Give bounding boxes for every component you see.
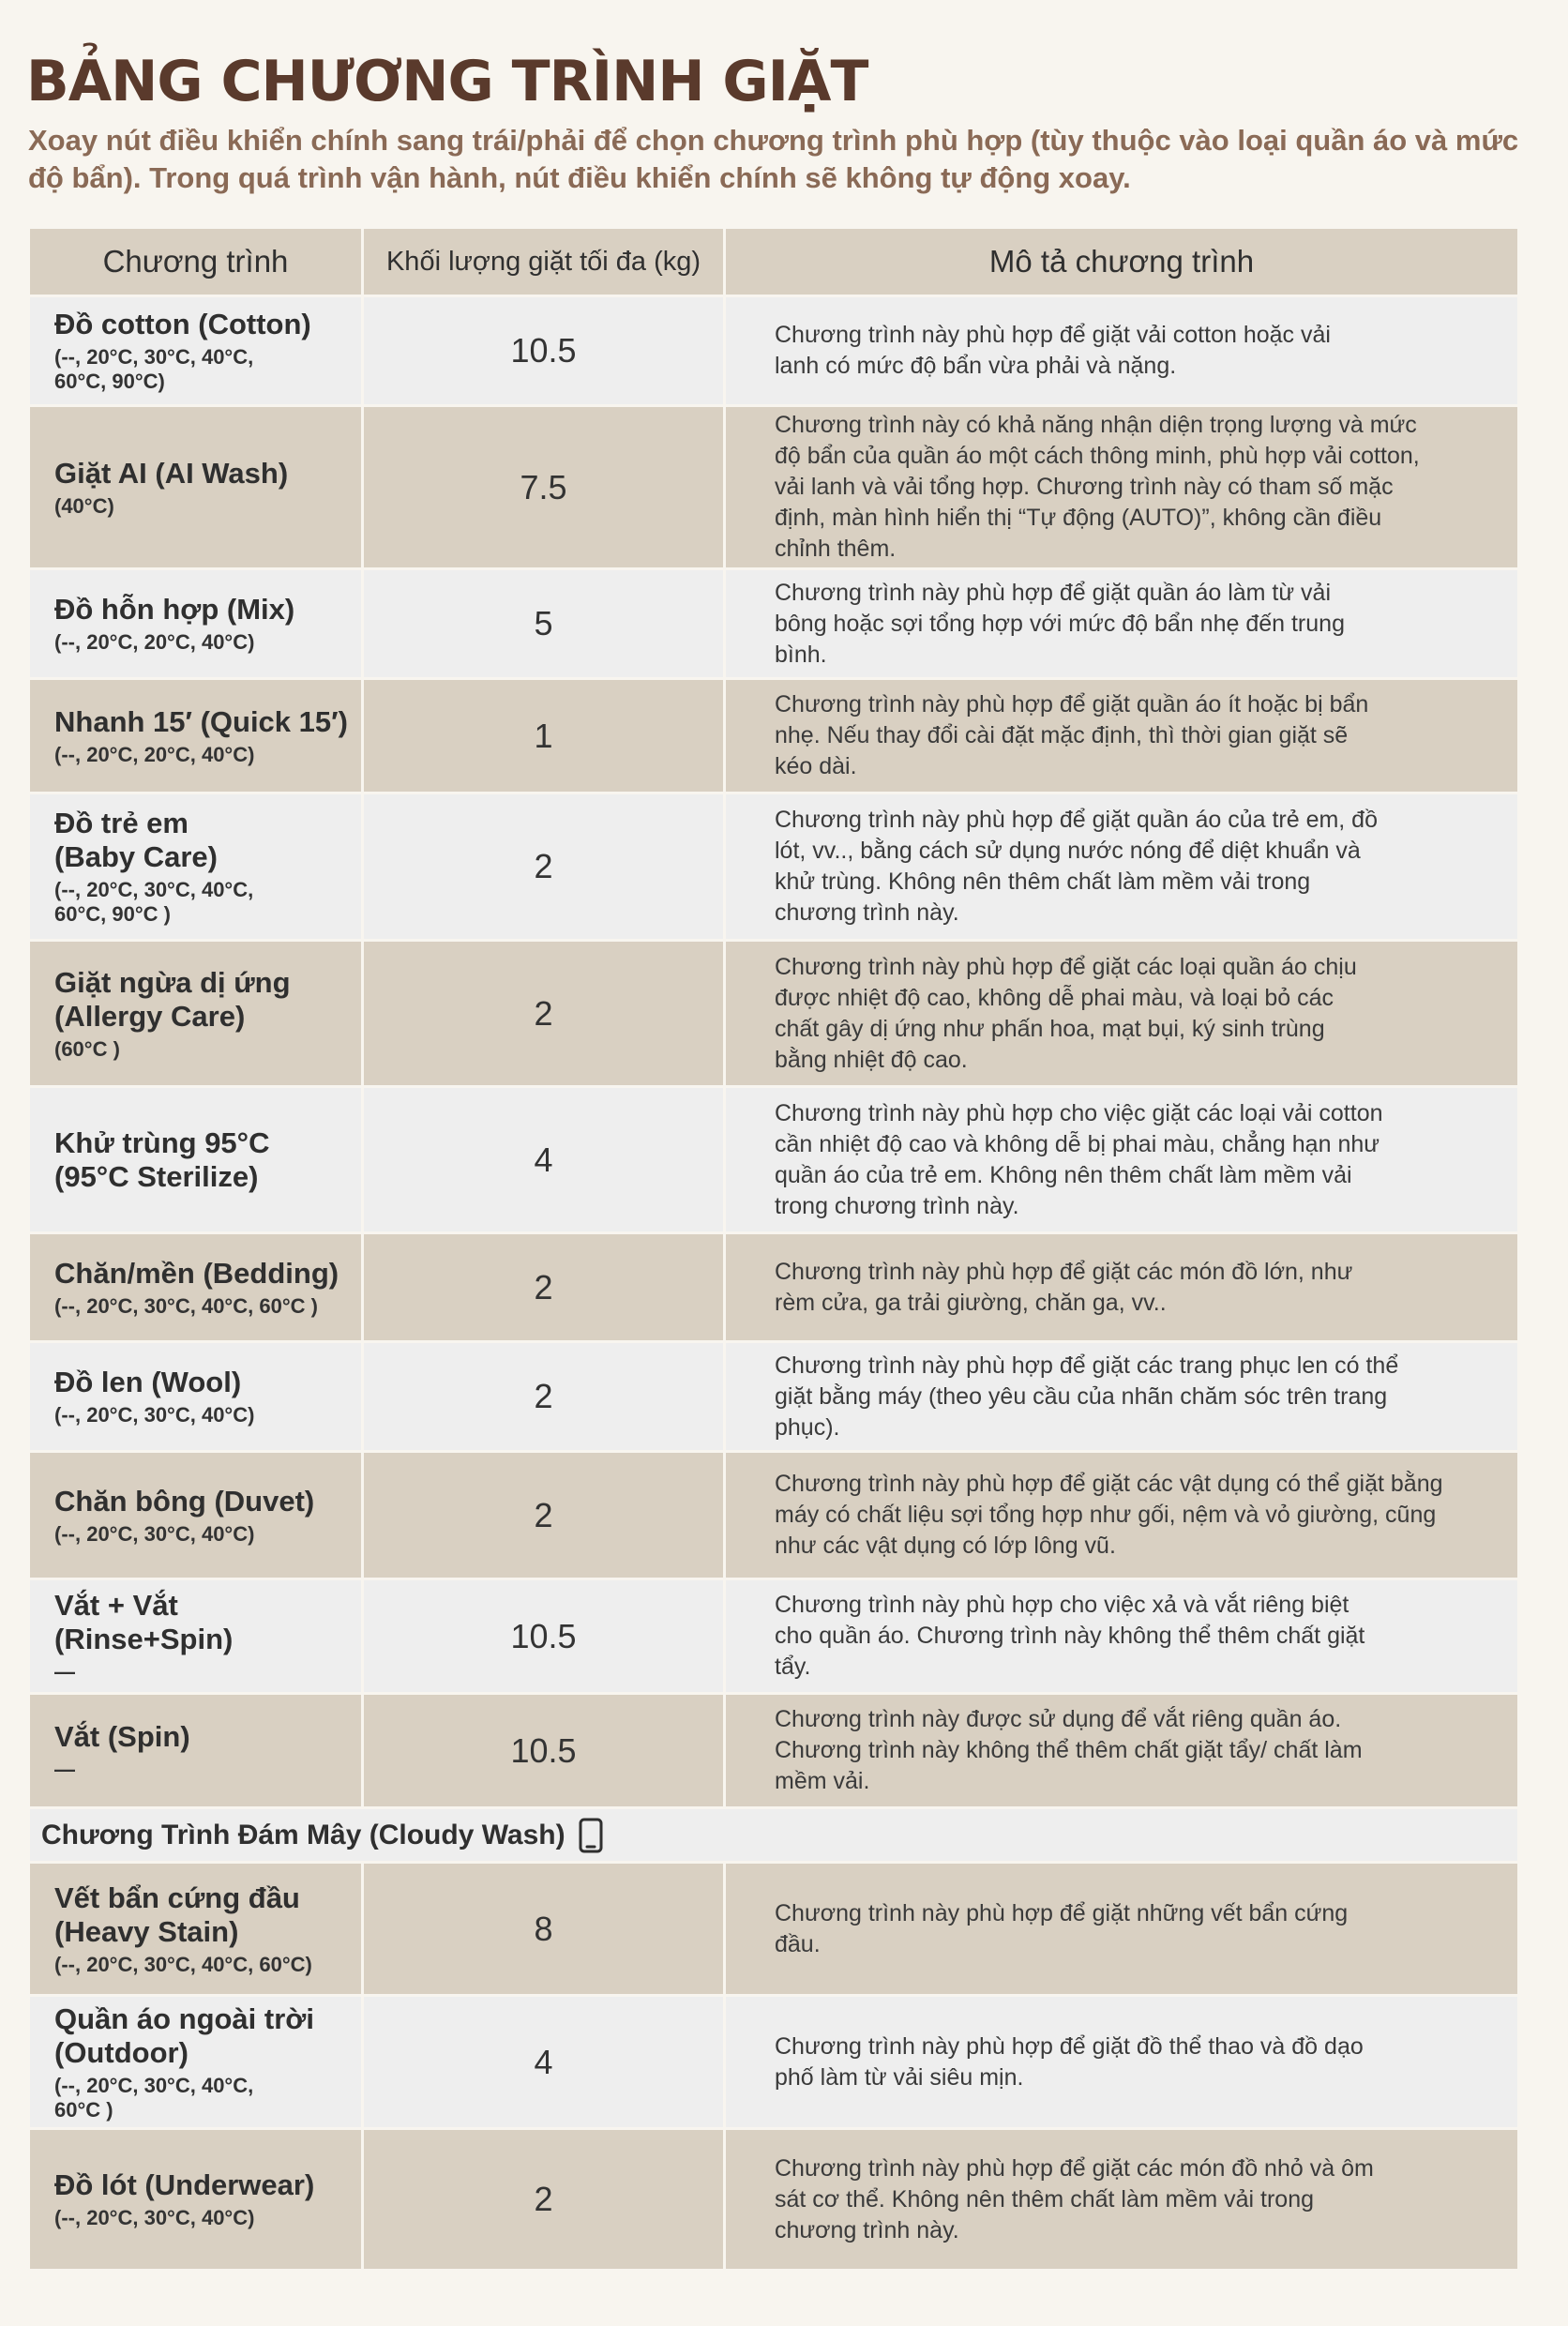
table-row	[30, 2130, 1517, 2272]
table-row	[30, 1234, 1517, 1343]
table-row	[30, 1453, 1517, 1580]
program-name: Đồ len (Wool)	[54, 1366, 242, 1398]
header-max-load: Khối lượng giặt tối đa (kg)	[385, 246, 701, 277]
table-row	[30, 794, 1517, 942]
table-header-row	[30, 229, 1517, 297]
table-row	[30, 1695, 1517, 1809]
program-temps: (--, 20°C, 20°C, 40°C)	[54, 630, 255, 654]
program-load: 1	[534, 716, 553, 755]
cloud-wash-section-header	[30, 1809, 1517, 1864]
program-description: Chương trình này phù hợp để giặt các món đồ nhỏ và ôm sát cơ thể. Không nên thêm chất làm mềm vải trong chương trình này.	[775, 2154, 1374, 2243]
program-temps: (60°C )	[54, 1036, 120, 1061]
program-temps: (--, 20°C, 30°C, 40°C, 60°C, 90°C )	[54, 878, 254, 926]
program-load: 2	[534, 993, 553, 1033]
program-load: 2	[534, 1495, 553, 1534]
program-description: Chương trình này phù hợp để giặt các loại quần áo chịu được nhiệt độ cao, không dễ phai màu, và loại bỏ các chất gây dị ứng như phấn hoa, mạt bụi, ký sinh trùng bằng nhiệt độ cao.	[775, 953, 1357, 1073]
program-load: 2	[534, 847, 553, 885]
table-row	[30, 407, 1517, 570]
program-name: Khử trùng 95°C (95°C Sterilize)	[54, 1125, 270, 1193]
program-temps: (--, 20°C, 30°C, 40°C, 60°C )	[54, 2073, 254, 2122]
table-row	[30, 1997, 1517, 2130]
program-description: Chương trình này phù hợp cho việc giặt các loại vải cotton cần nhiệt độ cao và không dễ bị phai màu, chẳng hạn như quần áo của trẻ em. Không nên thêm chất làm mềm vải trong chương trình này.	[775, 1099, 1383, 1219]
table-row	[30, 680, 1517, 794]
program-load: 2	[534, 1377, 553, 1415]
program-temps: (--, 20°C, 20°C, 40°C)	[54, 742, 255, 766]
program-name: Đồ hỗn hợp (Mix)	[54, 593, 295, 626]
program-description: Chương trình này có khả năng nhận diện trọng lượng và mức độ bẩn của quần áo một cách thông minh, phù hợp vải cotton, vải lanh và vải tổng hợp. Chương trình này có tham số mặc định, màn hình hiển thị “Tự động (AUTO)”, không cần điều chỉnh thêm.	[775, 412, 1420, 562]
program-name: Đồ lót (Underwear)	[54, 2168, 315, 2201]
program-description: Chương trình này được sử dụng để vắt riêng quần áo. Chương trình này không thể thêm chất giặt tẩy/ chất làm mềm vải.	[775, 1706, 1363, 1794]
table-row	[30, 297, 1517, 407]
program-temps: (--, 20°C, 30°C, 40°C, 60°C)	[54, 1952, 312, 1976]
table-row	[30, 1088, 1517, 1234]
program-description: Chương trình này phù hợp cho việc xả và vắt riêng biệt cho quần áo. Chương trình này không thể thêm chất giặt tẩy.	[775, 1592, 1365, 1680]
program-name: Vắt (Spin)	[54, 1719, 190, 1753]
table-row	[30, 1343, 1517, 1453]
page-subtitle: Xoay nút điều khiển chính sang trái/phải để chọn chương trình phù hợp (tùy thuộc vào loại quần áo và mức độ bẩn). Trong quá trình vận hành, nút điều khiển chính sẽ không tự động xoay.	[28, 124, 1519, 194]
program-description: Chương trình này phù hợp để giặt các trang phục len có thể giặt bằng máy (theo yêu cầu của nhãn chăm sóc trên trang phục).	[775, 1352, 1399, 1441]
program-name: Giặt AI (AI Wash)	[54, 456, 289, 490]
program-description: Chương trình này phù hợp để giặt những vết bẩn cứng đầu.	[775, 1899, 1349, 1957]
program-name: Đồ cotton (Cotton)	[54, 308, 311, 340]
program-description: Chương trình này phù hợp để giặt quần áo ít hoặc bị bẩn nhẹ. Nếu thay đổi cài đặt mặc định, thì thời gian giặt sẽ kéo dài.	[775, 691, 1369, 779]
header-description: Mô tả chương trình	[988, 244, 1255, 279]
program-load: 2	[534, 1267, 553, 1306]
program-temps: (--, 20°C, 30°C, 40°C)	[54, 1521, 255, 1546]
program-name: Đồ trẻ em (Baby Care)	[54, 807, 218, 873]
program-table	[30, 229, 1517, 2272]
program-load: 10.5	[510, 1730, 577, 1770]
program-temps: (--, 20°C, 30°C, 40°C)	[54, 2206, 255, 2229]
program-description: Chương trình này phù hợp để giặt đồ thể thao và đồ dạo phố làm từ vải siêu mịn.	[775, 2032, 1364, 2091]
table-row	[30, 570, 1517, 680]
page-title: BẢNG CHƯƠNG TRÌNH GIẶT	[26, 49, 868, 114]
program-load: 7.5	[520, 467, 567, 506]
program-name: Chăn bông (Duvet)	[54, 1484, 315, 1518]
table-row	[30, 942, 1517, 1088]
program-temps: —	[54, 1659, 75, 1684]
program-temps: (--, 20°C, 30°C, 40°C, 60°C, 90°C)	[54, 345, 254, 393]
program-load: 10.5	[510, 331, 577, 370]
program-name: Nhanh 15′ (Quick 15′)	[54, 704, 348, 738]
program-load: 10.5	[510, 1616, 577, 1655]
program-description: Chương trình này phù hợp để giặt quần áo của trẻ em, đồ lót, vv.., bằng cách sử dụng nước nóng để diệt khuẩn và khử trùng. Không nên thêm chất làm mềm vải trong chương trình này.	[775, 807, 1378, 926]
program-temps: (--, 20°C, 30°C, 40°C)	[54, 1403, 255, 1427]
table-row	[30, 1864, 1517, 1997]
program-name: Vết bẩn cứng đầu (Heavy Stain)	[54, 1880, 300, 1948]
program-name: Giặt ngừa dị ứng (Allergy Care)	[54, 965, 291, 1033]
smartphone-icon	[579, 1818, 603, 1853]
program-description: Chương trình này phù hợp để giặt vải cotton hoặc vải lanh có mức độ bẩn vừa phải và nặng.	[775, 322, 1331, 379]
program-temps: (40°C)	[54, 493, 114, 518]
program-load: 4	[534, 2042, 553, 2081]
table-row	[30, 1580, 1517, 1695]
program-load: 2	[534, 2180, 553, 2218]
program-name: Chăn/mền (Bedding)	[54, 1256, 339, 1290]
program-load: 8	[534, 1909, 553, 1948]
program-name: Vắt + Vắt (Rinse+Spin)	[54, 1588, 234, 1655]
program-load: 4	[534, 1140, 553, 1179]
program-description: Chương trình này phù hợp để giặt các vật dụng có thể giặt bằng máy có chất liệu sợi tổng hợp như gối, nệm và vỏ giường, cũng như các vật dụng có lớp lông vũ.	[775, 1471, 1443, 1559]
program-temps: —	[54, 1757, 75, 1781]
program-description: Chương trình này phù hợp để giặt các món đồ lớn, như rèm cửa, ga trải giường, chăn ga, vv..	[775, 1258, 1353, 1316]
header-program: Chương trình	[102, 244, 289, 279]
program-description: Chương trình này phù hợp để giặt quần áo làm từ vải bông hoặc sợi tổng hợp với mức độ bẩn nhẹ đến trung bình.	[775, 579, 1345, 668]
program-temps: (--, 20°C, 30°C, 40°C, 60°C )	[54, 1293, 318, 1318]
section-label: Chương Trình Đám Mây (Cloudy Wash)	[41, 1819, 565, 1850]
program-name: Quần áo ngoài trời (Outdoor)	[54, 2001, 314, 2069]
program-load: 5	[534, 604, 553, 642]
